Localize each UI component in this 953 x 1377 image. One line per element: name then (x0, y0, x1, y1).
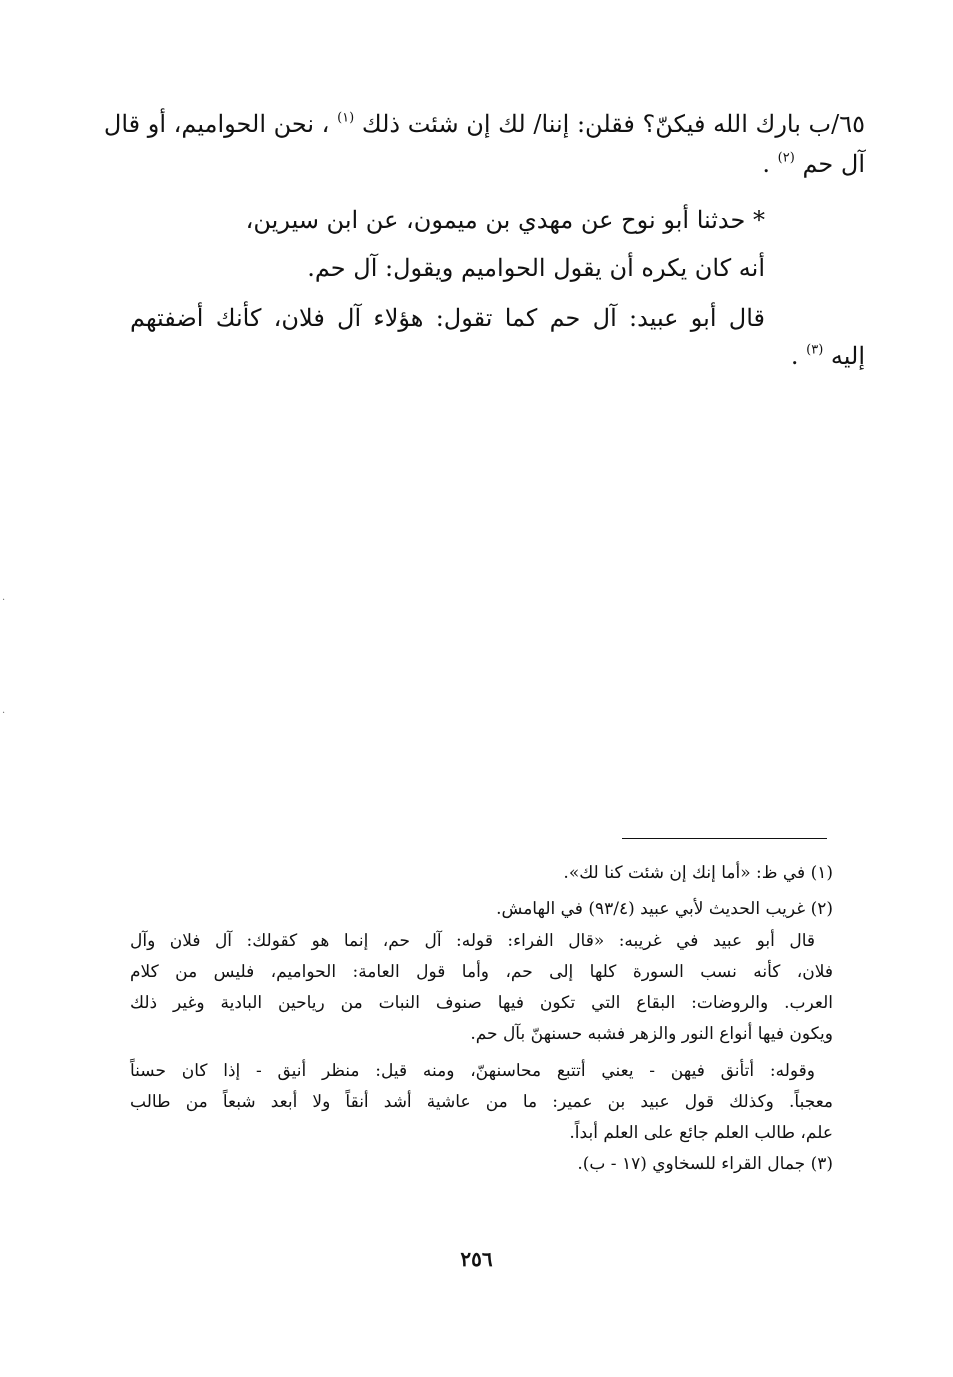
page-number: ٢٥٦ (460, 1247, 493, 1271)
main-line-3: * حدثنا أبو نوح عن مهدي بن ميمون، عن ابن سيرين، (245, 206, 765, 234)
main-line-2: آل حم $^{(٢)}$ . (762, 150, 865, 178)
footnote-3: (٣) جمال القراء للسخاوي (١٧ - ب). (577, 1154, 833, 1174)
footnote-separator (622, 838, 827, 839)
main-text (103, 110, 865, 382)
main-line-5: قال أبو عبيد: آل حم كما تقول: هؤلاء آل فلان، كأنك أضفتهم (130, 304, 765, 332)
main-line-6: إليه $^{(٣)}$ . (790, 342, 865, 370)
scan-speck: · (2, 595, 6, 606)
footnote-1: (١) في ظ: «أما إنك إن شئت كنا لك». (563, 863, 833, 883)
footnotes (130, 862, 833, 1184)
main-line-4: أنه كان يكره أن يقول الحواميم ويقول: آل حم. (307, 254, 765, 282)
footnote-2: (٢) غريب الحديث لأبي عبيد (٩٣/٤) في الهامش. (496, 899, 833, 919)
main-line-1: ٦٥/ب بارك الله فيكنّ؟ فقلن: إننا/ لك إن شئت ذلك $^{(١)}$ ، نحن الحواميم، أو قال (103, 110, 865, 138)
footnote-2-line-5: وقوله: أتأنق فيهن - يعني أتتبع محاسنهنّ، ومنه قيل: منظر أنيق - إذا كان حسناً (130, 1061, 815, 1081)
footnote-2-line-3: العرب. والروضات: البقاع التي تكون فيها صنوف النبات من رياحين البادية وغير ذلك (130, 993, 833, 1013)
footnote-ref-3: (٣) (806, 342, 824, 358)
footnote-2-line-6: معجباً. وكذلك قول عبيد بن عمير: ما من عاشية أشد أنقاً ولا أبعد شبعاً من طالب (130, 1092, 833, 1112)
scan-speck: · (2, 708, 6, 719)
footnote-2-line-1: قال أبو عبيد في غريبه: «قال الفراء: قوله: آل حم، إنما هو كقولك: آل فلان وآل (130, 931, 815, 951)
footnote-2-line-7: علم، طالب العلم جائع على العلم أبداً. (569, 1123, 833, 1143)
footnote-ref-1: (١) (337, 110, 355, 126)
footnote-ref-2: (٢) (777, 150, 795, 166)
footnote-2-line-2: فلان، كأنه نسب السورة كلها إلى حم، وأما قول العامة: الحواميم، فليس من كلام (130, 962, 833, 982)
footnote-2-line-4: ويكون فيها أنواع النور والزهر فشبه حسنهنّ بآل حم. (470, 1024, 833, 1044)
